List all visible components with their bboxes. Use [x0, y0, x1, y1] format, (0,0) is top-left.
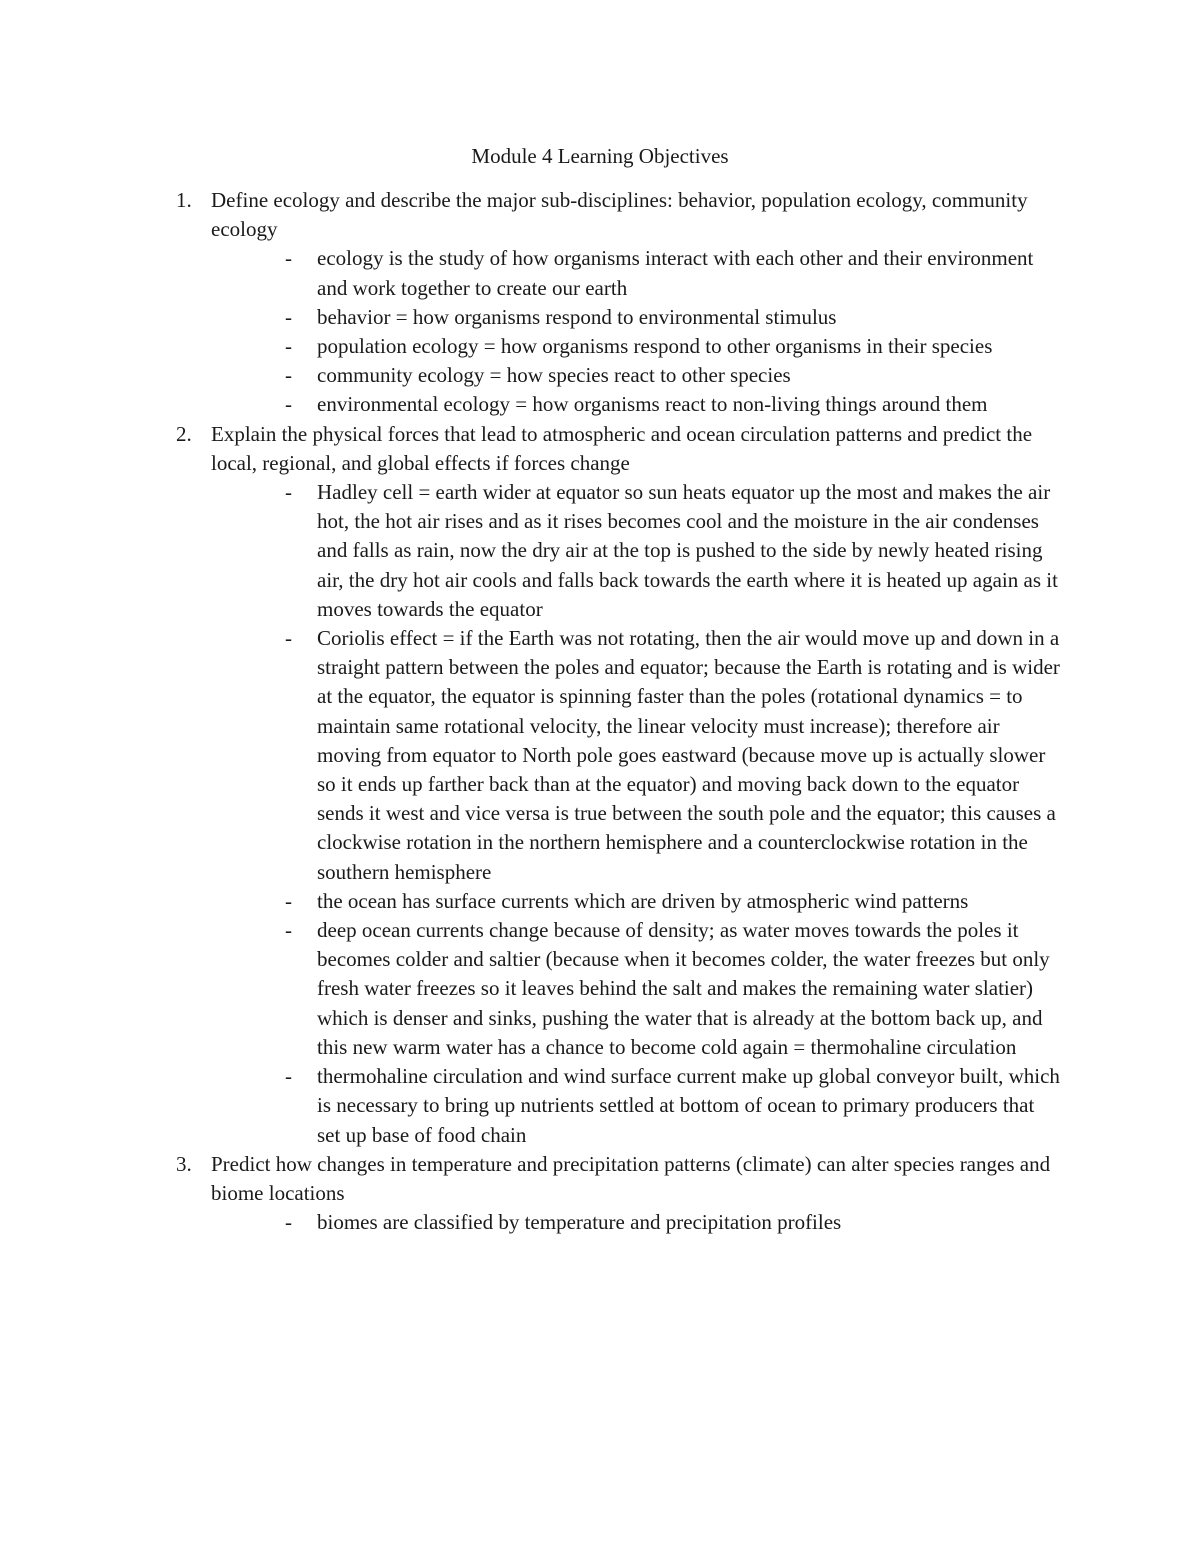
note-text: Coriolis effect = if the Earth was not rotating, then the air would move up and down in a straight pattern between the poles and equator; because the Earth is rotating and is wider at the equator, the equator is spinning faster than the poles (rotational dynamics = to maintain same rotational velocity, the linear velocity must increase); therefore air moving from equator to North pole goes eastward (because move up is actually slower so it ends up farther back than at the equator) and moving back down to the equator sends it west and vice versa is true between the south pole and the equator; this causes a clockwise rotation in the northern hemisphere and a counterclockwise rotation in the southern hemisphere: [317, 626, 1060, 884]
bullet-dash: -: [285, 392, 292, 417]
objective-item: [0, 1150, 1061, 1238]
note-text: the ocean has surface currents which are driven by atmospheric wind patterns: [317, 888, 969, 913]
note-item: [285, 624, 1062, 887]
notes-list: [211, 478, 1061, 1150]
objective-text: Explain the physical forces that lead to atmospheric and ocean circulation patterns and predict the local, regional, and global effects if forces change: [211, 421, 1033, 475]
note-text: biomes are classified by temperature and precipitation profiles: [317, 1210, 842, 1235]
note-text: Hadley cell = earth wider at equator so sun heats equator up the most and makes the air hot, the hot air rises and as it rises becomes cool and the moisture in the air condenses and falls as rain, now the dry air at the top is pushed to the side by newly heated rising air, the dry hot air cools and falls back towards the earth where it is heated up again as it moves towards the equator: [317, 480, 1058, 621]
note-text: population ecology = how organisms respond to other organisms in their species: [317, 334, 993, 359]
bullet-dash: -: [285, 246, 292, 271]
bullet-dash: -: [285, 334, 292, 359]
objectives-list: [0, 186, 1200, 1237]
notes-list: [211, 1208, 1061, 1237]
note-item: [285, 303, 1062, 332]
bullet-dash: -: [285, 1064, 292, 1089]
note-item: [285, 887, 1062, 916]
note-item: [285, 244, 1062, 302]
bullet-dash: -: [285, 918, 292, 943]
objective-item: [0, 420, 1061, 1150]
note-text: community ecology = how species react to other species: [317, 363, 791, 388]
objective-text: Predict how changes in temperature and precipitation patterns (climate) can alter species ranges and biome locations: [211, 1151, 1051, 1205]
objective-number: 2.: [176, 421, 192, 446]
note-item: [285, 478, 1062, 624]
bullet-dash: -: [285, 626, 292, 651]
bullet-dash: -: [285, 363, 292, 388]
objective-text: Define ecology and describe the major sub-disciplines: behavior, population ecology, community ecology: [211, 188, 1028, 242]
note-text: behavior = how organisms respond to environmental stimulus: [317, 304, 837, 329]
objective-item: [0, 186, 1061, 420]
bullet-dash: -: [285, 304, 292, 329]
note-item: [285, 361, 1062, 390]
bullet-dash: -: [285, 1210, 292, 1235]
note-text: thermohaline circulation and wind surface current make up global conveyor built, which is necessary to bring up nutrients settled at bottom of ocean to primary producers that set up base of food chain: [317, 1064, 1060, 1147]
notes-list: [211, 244, 1061, 419]
note-item: [285, 1208, 1062, 1237]
note-item: [285, 1062, 1062, 1150]
note-item: [285, 390, 1062, 419]
note-item: [285, 916, 1062, 1062]
note-text: environmental ecology = how organisms react to non-living things around them: [317, 392, 988, 417]
note-text: deep ocean currents change because of density; as water moves towards the poles it becomes colder and saltier (because when it becomes colder, the water freezes but only fresh water freezes so it leaves behind the salt and makes the remaining water slatier) which is denser and sinks, pushing the water that is already at the bottom back up, and this new warm water has a chance to become cold again = thermohaline circulation: [317, 918, 1050, 1059]
note-item: [285, 332, 1062, 361]
bullet-dash: -: [285, 480, 292, 505]
note-text: ecology is the study of how organisms interact with each other and their environment and work together to create our earth: [317, 246, 1034, 300]
objective-number: 3.: [176, 1151, 192, 1176]
bullet-dash: -: [285, 888, 292, 913]
document-title: Module 4 Learning Objectives: [471, 144, 729, 168]
objective-number: 1.: [176, 188, 192, 212]
